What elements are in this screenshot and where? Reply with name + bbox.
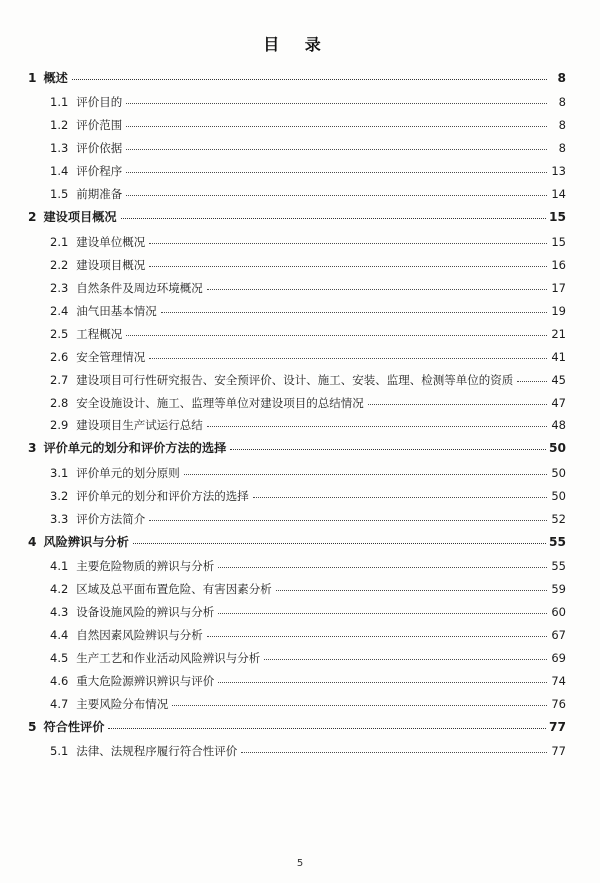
toc-entry-label: 评价单元的划分原则 bbox=[76, 465, 180, 480]
toc-entry[interactable] bbox=[28, 118, 566, 132]
toc-leader-dots bbox=[241, 752, 547, 753]
toc-leader-dots bbox=[126, 103, 547, 104]
toc-entry-number: 4.5 bbox=[50, 651, 69, 666]
toc-leader-dots bbox=[207, 426, 547, 427]
toc-entry-number: 2.5 bbox=[50, 326, 69, 341]
toc-leader-dots bbox=[276, 590, 547, 591]
toc-entry-label: 重大危险源辨识辨识与评价 bbox=[76, 674, 215, 689]
toc-entry-number: 2.1 bbox=[50, 234, 69, 249]
toc-entry-label: 评价单元的划分和评价方法的选择 bbox=[76, 488, 249, 503]
toc-leader-dots bbox=[218, 567, 547, 568]
toc-entry-number: 1.3 bbox=[50, 141, 69, 156]
toc-leader-dots bbox=[207, 289, 547, 290]
toc-entry-page: 76 bbox=[551, 697, 566, 712]
toc-leader-dots bbox=[126, 335, 547, 336]
toc-entry-number: 2.3 bbox=[50, 280, 69, 295]
table-of-contents bbox=[28, 71, 566, 759]
toc-leader-dots bbox=[72, 79, 547, 80]
toc-entry-label: 评价方法简介 bbox=[76, 511, 146, 526]
toc-entry[interactable] bbox=[28, 281, 566, 295]
toc-entry-page: 19 bbox=[551, 303, 566, 318]
toc-entry-number: 3 bbox=[28, 441, 37, 456]
toc-entry[interactable] bbox=[28, 418, 566, 432]
toc-entry-number: 2.9 bbox=[50, 418, 69, 433]
toc-entry-label: 主要风险分布情况 bbox=[76, 697, 169, 712]
toc-entry-page: 74 bbox=[551, 674, 566, 689]
toc-entry-number: 1.1 bbox=[50, 95, 69, 110]
toc-entry-page: 47 bbox=[551, 395, 566, 410]
toc-leader-dots bbox=[149, 358, 547, 359]
toc-entry[interactable] bbox=[28, 141, 566, 155]
toc-entry-page: 59 bbox=[551, 582, 566, 597]
toc-leader-dots bbox=[121, 218, 546, 219]
toc-entry-label: 评价目的 bbox=[76, 95, 123, 110]
toc-entry-number: 2.2 bbox=[50, 257, 69, 272]
toc-entry-page: 8 bbox=[558, 118, 566, 133]
toc-entry-number: 2 bbox=[28, 210, 37, 225]
toc-entry-page: 8 bbox=[558, 141, 566, 156]
toc-entry-number: 2.4 bbox=[50, 303, 69, 318]
toc-entry[interactable] bbox=[28, 164, 566, 178]
toc-leader-dots bbox=[253, 497, 547, 498]
toc-entry-label: 安全管理情况 bbox=[76, 349, 146, 364]
toc-entry[interactable] bbox=[28, 628, 566, 642]
toc-entry-number: 1 bbox=[28, 71, 37, 85]
toc-entry-number: 5 bbox=[28, 720, 37, 734]
toc-entry[interactable] bbox=[28, 304, 566, 318]
toc-entry-page: 50 bbox=[549, 441, 566, 456]
toc-entry-page: 60 bbox=[551, 605, 566, 620]
toc-entry-label: 设备设施风险的辨识与分析 bbox=[76, 605, 215, 620]
toc-entry-number: 5.1 bbox=[50, 744, 69, 759]
toc-leader-dots bbox=[133, 543, 546, 544]
page-title: 目 录 bbox=[263, 35, 331, 54]
toc-entry[interactable] bbox=[28, 396, 566, 410]
footer-page-number: 5 bbox=[296, 858, 304, 869]
toc-entry-page: 50 bbox=[551, 465, 566, 480]
toc-entry-page: 21 bbox=[551, 326, 566, 341]
toc-entry-page: 77 bbox=[551, 744, 566, 759]
toc-leader-dots bbox=[161, 312, 547, 313]
toc-entry-page: 48 bbox=[551, 418, 566, 433]
toc-leader-dots bbox=[149, 266, 547, 267]
toc-leader-dots bbox=[230, 449, 546, 450]
toc-entry[interactable] bbox=[28, 327, 566, 341]
toc-entry-number: 1.2 bbox=[50, 118, 69, 133]
toc-leader-dots bbox=[517, 381, 547, 382]
toc-entry-label: 评价程序 bbox=[76, 164, 123, 179]
toc-entry[interactable] bbox=[28, 512, 566, 526]
toc-entry[interactable] bbox=[28, 95, 566, 109]
toc-entry-page: 15 bbox=[551, 234, 566, 249]
toc-entry-number: 4.4 bbox=[50, 628, 69, 643]
toc-entry-page: 13 bbox=[551, 164, 566, 179]
toc-entry-page: 16 bbox=[551, 257, 566, 272]
toc-leader-dots bbox=[207, 636, 547, 637]
toc-leader-dots bbox=[126, 126, 547, 127]
toc-entry[interactable] bbox=[28, 720, 566, 735]
toc-entry-page: 55 bbox=[551, 559, 566, 574]
toc-entry-number: 3.1 bbox=[50, 465, 69, 480]
toc-entry[interactable] bbox=[28, 235, 566, 249]
toc-entry-label: 工程概况 bbox=[76, 326, 123, 341]
toc-entry-label: 法律、法规程序履行符合性评价 bbox=[76, 744, 238, 759]
toc-entry-page: 50 bbox=[551, 488, 566, 503]
toc-entry[interactable] bbox=[28, 441, 566, 456]
toc-entry-label: 建设项目概况 bbox=[43, 210, 117, 225]
toc-leader-dots bbox=[126, 172, 547, 173]
toc-entry[interactable] bbox=[28, 466, 566, 480]
toc-entry[interactable] bbox=[28, 71, 566, 86]
toc-entry-number: 4.1 bbox=[50, 559, 69, 574]
toc-leader-dots bbox=[264, 659, 547, 660]
toc-leader-dots bbox=[218, 613, 547, 614]
toc-leader-dots bbox=[368, 404, 547, 405]
toc-entry-number: 2.7 bbox=[50, 372, 69, 387]
toc-entry-label: 主要危险物质的辨识与分析 bbox=[76, 559, 215, 574]
toc-entry-label: 前期准备 bbox=[76, 187, 123, 202]
toc-leader-dots bbox=[126, 195, 547, 196]
toc-entry-label: 自然因素风险辨识与分析 bbox=[76, 628, 203, 643]
toc-entry-label: 评价单元的划分和评价方法的选择 bbox=[43, 441, 227, 456]
toc-entry-label: 符合性评价 bbox=[43, 720, 105, 734]
toc-leader-dots bbox=[149, 243, 547, 244]
toc-entry-label: 自然条件及周边环境概况 bbox=[76, 280, 203, 295]
toc-entry[interactable] bbox=[28, 489, 566, 503]
toc-entry[interactable] bbox=[28, 210, 566, 225]
toc-entry-label: 油气田基本情况 bbox=[76, 303, 157, 318]
toc-entry-number: 4.7 bbox=[50, 697, 69, 712]
toc-entry-page: 77 bbox=[549, 720, 566, 734]
toc-entry-page: 55 bbox=[549, 534, 566, 549]
toc-entry-label: 建设单位概况 bbox=[76, 234, 146, 249]
toc-entry[interactable] bbox=[28, 535, 566, 550]
toc-entry-page: 8 bbox=[558, 95, 566, 110]
toc-entry-page: 41 bbox=[551, 349, 566, 364]
toc-leader-dots bbox=[218, 682, 547, 683]
toc-entry-number: 4.2 bbox=[50, 582, 69, 597]
toc-entry-label: 评价依据 bbox=[76, 141, 123, 156]
toc-entry-label: 安全设施设计、施工、监理等单位对建设项目的总结情况 bbox=[76, 395, 364, 410]
toc-leader-dots bbox=[126, 149, 547, 150]
toc-entry[interactable] bbox=[28, 373, 566, 387]
toc-leader-dots bbox=[108, 728, 546, 729]
toc-entry[interactable] bbox=[28, 697, 566, 711]
toc-entry-label: 风险辨识与分析 bbox=[43, 534, 129, 549]
toc-entry-label: 评价范围 bbox=[76, 118, 123, 133]
toc-entry-label: 区域及总平面布置危险、有害因素分析 bbox=[76, 582, 272, 597]
toc-entry-number: 2.6 bbox=[50, 349, 69, 364]
toc-entry-number: 1.4 bbox=[50, 164, 69, 179]
toc-entry-page: 17 bbox=[551, 280, 566, 295]
toc-entry-label: 建设项目生产试运行总结 bbox=[76, 418, 203, 433]
toc-entry[interactable] bbox=[28, 582, 566, 596]
toc-entry-number: 4 bbox=[28, 534, 37, 549]
toc-entry-page: 14 bbox=[551, 187, 566, 202]
toc-entry[interactable] bbox=[28, 350, 566, 364]
toc-entry-label: 建设项目概况 bbox=[76, 257, 146, 272]
toc-entry-number: 2.8 bbox=[50, 395, 69, 410]
toc-leader-dots bbox=[172, 705, 547, 706]
toc-entry-page: 67 bbox=[551, 628, 566, 643]
toc-entry[interactable] bbox=[28, 674, 566, 688]
toc-entry-page: 8 bbox=[557, 71, 566, 85]
toc-entry[interactable] bbox=[28, 258, 566, 272]
toc-entry-number: 3.2 bbox=[50, 488, 69, 503]
toc-leader-dots bbox=[184, 474, 547, 475]
toc-entry-number: 4.6 bbox=[50, 674, 69, 689]
toc-entry[interactable] bbox=[28, 187, 566, 201]
toc-entry-page: 15 bbox=[549, 210, 566, 225]
toc-entry-label: 建设项目可行性研究报告、安全预评价、设计、施工、安装、监理、检测等单位的资质 bbox=[76, 372, 514, 387]
toc-entry-number: 1.5 bbox=[50, 187, 69, 202]
toc-entry-number: 4.3 bbox=[50, 605, 69, 620]
toc-entry[interactable] bbox=[28, 744, 566, 758]
toc-entry-page: 45 bbox=[551, 372, 566, 387]
toc-entry-page: 52 bbox=[551, 511, 566, 526]
toc-entry-label: 概述 bbox=[43, 71, 68, 85]
toc-entry-label: 生产工艺和作业活动风险辨识与分析 bbox=[76, 651, 261, 666]
toc-entry[interactable] bbox=[28, 651, 566, 665]
toc-leader-dots bbox=[149, 520, 547, 521]
toc-entry[interactable] bbox=[28, 559, 566, 573]
toc-entry-page: 69 bbox=[551, 651, 566, 666]
toc-entry[interactable] bbox=[28, 605, 566, 619]
toc-entry-number: 3.3 bbox=[50, 511, 69, 526]
